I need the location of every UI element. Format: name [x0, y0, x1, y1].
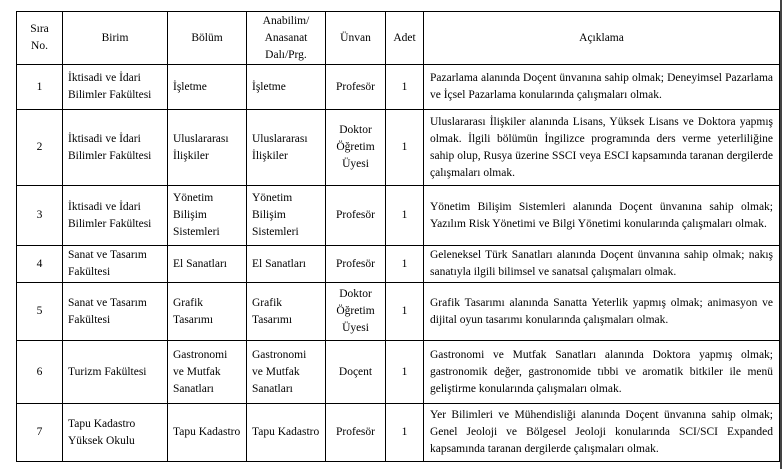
cell-no: 2: [17, 110, 63, 186]
header-adet: Adet: [386, 12, 424, 65]
cell-unvan: Profesör: [326, 186, 386, 246]
cell-bolum: Tapu Kadastro: [168, 404, 247, 462]
table-row: [17, 65, 780, 110]
cell-bolum: İşletme: [168, 65, 247, 110]
header-aciklama: Açıklama: [424, 12, 780, 65]
cell-aciklama: Pazarlama alanında Doçent ünvanına sahip olmak; Deneyimsel Pazarlama ve İçsel Pazarlama konularında çalışmaları olmak.: [424, 65, 780, 110]
cell-bolum: Grafik Tasarımı: [168, 283, 247, 341]
cell-anabilim: İşletme: [247, 65, 326, 110]
cell-birim: Turizm Fakültesi: [63, 341, 168, 404]
cell-aciklama: Geleneksel Türk Sanatları alanında Doçent ünvanına sahip olmak; nakış sanatıyla ilgili bilimsel ve sanatsal çalışmaları olmak.: [424, 246, 780, 283]
table-row: [17, 186, 780, 246]
cell-unvan: Profesör: [326, 404, 386, 462]
cell-adet: 1: [386, 246, 424, 283]
cell-anabilim: Tapu Kadastro: [247, 404, 326, 462]
cell-no: 4: [17, 246, 63, 283]
cell-adet: 1: [386, 186, 424, 246]
table-row: [17, 404, 780, 462]
cell-unvan: Profesör: [326, 246, 386, 283]
cell-birim: İktisadi ve İdari Bilimler Fakültesi: [63, 110, 168, 186]
cell-adet: 1: [386, 65, 424, 110]
cell-bolum: Gastronomi ve Mutfak Sanatları: [168, 341, 247, 404]
cell-no: 6: [17, 341, 63, 404]
cell-no: 7: [17, 404, 63, 462]
cell-adet: 1: [386, 283, 424, 341]
cell-birim: Sanat ve Tasarım Fakültesi: [63, 283, 168, 341]
header-bolum: Bölüm: [168, 12, 247, 65]
header-birim: Birim: [63, 12, 168, 65]
header-no: Sıra No.: [17, 12, 63, 65]
cell-unvan: Doktor Öğretim Üyesi: [326, 283, 386, 341]
cell-aciklama: Gastronomi ve Mutfak Sanatları alanında Doktora yapmış olmak; gastronomik değer, gastronomide tıbbi ve aromatik bitkiler ile menü geliştirme konularında çalışmaları olmak.: [424, 341, 780, 404]
cell-aciklama: Yer Bilimleri ve Mühendisliği alanında Doçent ünvanına sahip olmak; Genel Jeoloji ve Bölgesel Jeoloji konularında SCI/SCI Expanded kapsamında taranan dergilerde çalışmaları olmak.: [424, 404, 780, 462]
table-row: [17, 341, 780, 404]
cell-no: 3: [17, 186, 63, 246]
table-row: [17, 246, 780, 283]
cell-birim: İktisadi ve İdari Bilimler Fakültesi: [63, 186, 168, 246]
header-row: [17, 12, 780, 65]
cell-adet: 1: [386, 341, 424, 404]
cell-birim: İktisadi ve İdari Bilimler Fakültesi: [63, 65, 168, 110]
header-unvan: Ünvan: [326, 12, 386, 65]
cell-birim: Tapu Kadastro Yüksek Okulu: [63, 404, 168, 462]
cell-anabilim: El Sanatları: [247, 246, 326, 283]
cell-aciklama: Uluslararası İlişkiler alanında Lisans, Yüksek Lisans ve Doktora yapmış olmak. İlgili bölümün İngilizce programında ders verme yeterliliğine sahip olup, Rusya üzerine SSCI veya ESCI kapsamında taranan dergilerde çalışmaları olmak.: [424, 110, 780, 186]
cell-anabilim: Uluslararası İlişkiler: [247, 110, 326, 186]
cell-aciklama: Grafik Tasarımı alanında Sanatta Yeterlik yapmış olmak; animasyon ve dijital oyun tasarımı konularında çalışmaları olmak.: [424, 283, 780, 341]
cell-no: 1: [17, 65, 63, 110]
cell-unvan: Doktor Öğretim Üyesi: [326, 110, 386, 186]
cell-adet: 1: [386, 404, 424, 462]
table-row: [17, 283, 780, 341]
positions-table: [16, 11, 780, 462]
header-anabilim: Anabilim/ Anasanat Dalı/Prg.: [247, 12, 326, 65]
table-row: [17, 110, 780, 186]
cell-bolum: Yönetim Bilişim Sistemleri: [168, 186, 247, 246]
cell-birim: Sanat ve Tasarım Fakültesi: [63, 246, 168, 283]
cell-anabilim: Grafik Tasarımı: [247, 283, 326, 341]
cell-bolum: Uluslararası İlişkiler: [168, 110, 247, 186]
cell-anabilim: Yönetim Bilişim Sistemleri: [247, 186, 326, 246]
cell-bolum: El Sanatları: [168, 246, 247, 283]
cell-aciklama: Yönetim Bilişim Sistemleri alanında Doçent ünvanına sahip olmak; Yazılım Risk Yönetimi ve Bilgi Yönetimi konularında çalışmaları olmak.: [424, 186, 780, 246]
cell-adet: 1: [386, 110, 424, 186]
cell-unvan: Doçent: [326, 341, 386, 404]
cell-anabilim: Gastronomi ve Mutfak Sanatları: [247, 341, 326, 404]
cell-unvan: Profesör: [326, 65, 386, 110]
cell-no: 5: [17, 283, 63, 341]
